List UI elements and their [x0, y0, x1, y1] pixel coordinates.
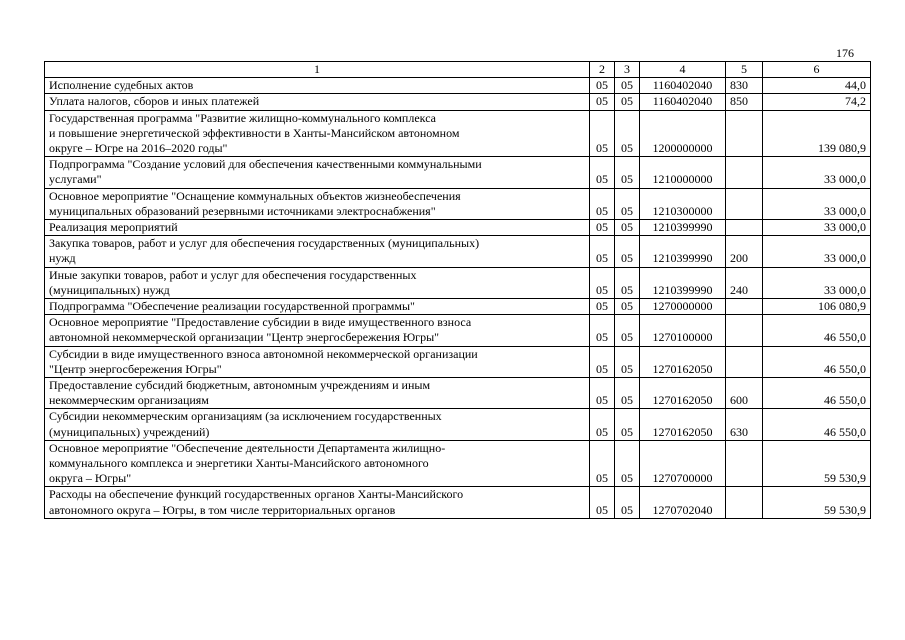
- row-subsection: 05: [615, 236, 640, 267]
- row-vr: [726, 487, 763, 518]
- row-vr: [726, 188, 763, 219]
- row-amount: 46 550,0: [763, 409, 871, 440]
- row-section: 05: [590, 78, 615, 94]
- row-amount: 33 000,0: [763, 220, 871, 236]
- row-code: 1210000000: [640, 157, 726, 188]
- row-vr: [726, 346, 763, 377]
- row-code: 1270702040: [640, 487, 726, 518]
- row-section: 05: [590, 346, 615, 377]
- row-section: 05: [590, 157, 615, 188]
- row-amount: 139 080,9: [763, 110, 871, 157]
- row-subsection: 05: [615, 110, 640, 157]
- row-name: Иные закупки товаров, работ и услуг для обеспечения государственных (муниципальных) нужд: [45, 267, 590, 298]
- table-row: [45, 487, 871, 518]
- row-subsection: 05: [615, 487, 640, 518]
- row-section: 05: [590, 315, 615, 346]
- table-row: [45, 409, 871, 440]
- row-subsection: 05: [615, 94, 640, 110]
- row-amount: 33 000,0: [763, 188, 871, 219]
- row-amount: 33 000,0: [763, 267, 871, 298]
- row-vr: [726, 157, 763, 188]
- row-name: Государственная программа "Развитие жилищно-коммунального комплекса и повышение энергетической эффективности в Ханты-Мансийском автономном округе – Югре на 2016–2020 годы": [45, 110, 590, 157]
- row-amount: 59 530,9: [763, 487, 871, 518]
- table-row: [45, 267, 871, 298]
- row-vr: [726, 220, 763, 236]
- row-name: Предоставление субсидий бюджетным, автономным учреждениям и иным некоммерческим организациям: [45, 378, 590, 409]
- row-subsection: 05: [615, 409, 640, 440]
- row-section: 05: [590, 378, 615, 409]
- header-name: 1: [45, 62, 590, 78]
- table-row: [45, 346, 871, 377]
- row-amount: 33 000,0: [763, 157, 871, 188]
- row-name: Закупка товаров, работ и услуг для обеспечения государственных (муниципальных) нужд: [45, 236, 590, 267]
- row-subsection: 05: [615, 157, 640, 188]
- row-code: 1270162050: [640, 378, 726, 409]
- row-name: Подпрограмма "Создание условий для обеспечения качественными коммунальными услугами": [45, 157, 590, 188]
- row-subsection: 05: [615, 346, 640, 377]
- table-row: [45, 315, 871, 346]
- row-vr: 600: [726, 378, 763, 409]
- row-code: 1210399990: [640, 220, 726, 236]
- row-code: 1270100000: [640, 315, 726, 346]
- row-amount: 33 000,0: [763, 236, 871, 267]
- row-code: 1210300000: [640, 188, 726, 219]
- row-section: 05: [590, 440, 615, 487]
- row-amount: 44,0: [763, 78, 871, 94]
- table-row: [45, 378, 871, 409]
- row-name: Субсидии в виде имущественного взноса автономной некоммерческой организации "Центр энергосбережения Югры": [45, 346, 590, 377]
- row-code: 1200000000: [640, 110, 726, 157]
- row-amount: 74,2: [763, 94, 871, 110]
- row-vr: [726, 110, 763, 157]
- row-section: 05: [590, 236, 615, 267]
- row-name: Субсидии некоммерческим организациям (за исключением государственных (муниципальных) учреждений): [45, 409, 590, 440]
- row-section: 05: [590, 409, 615, 440]
- header-subsection: 3: [615, 62, 640, 78]
- table-row: [45, 157, 871, 188]
- row-section: 05: [590, 487, 615, 518]
- row-amount: 46 550,0: [763, 315, 871, 346]
- table-row: [45, 110, 871, 157]
- table-row: [45, 440, 871, 487]
- budget-table: [44, 61, 871, 519]
- row-name: Исполнение судебных актов: [45, 78, 590, 94]
- row-subsection: 05: [615, 267, 640, 298]
- row-vr: [726, 315, 763, 346]
- row-amount: 59 530,9: [763, 440, 871, 487]
- row-code: 1160402040: [640, 94, 726, 110]
- row-amount: 106 080,9: [763, 299, 871, 315]
- table-row: [45, 236, 871, 267]
- row-name: Основное мероприятие "Обеспечение деятельности Департамента жилищно- коммунального комплекса и энергетики Ханты-Мансийского автономного округа – Югры": [45, 440, 590, 487]
- row-code: 1210399990: [640, 267, 726, 298]
- row-section: 05: [590, 299, 615, 315]
- table-row: [45, 78, 871, 94]
- row-vr: 630: [726, 409, 763, 440]
- row-vr: 200: [726, 236, 763, 267]
- row-subsection: 05: [615, 78, 640, 94]
- row-name: Основное мероприятие "Предоставление субсидии в виде имущественного взноса автономной некоммерческой организации "Центр энергосбережения Югры": [45, 315, 590, 346]
- row-section: 05: [590, 220, 615, 236]
- table-row: [45, 299, 871, 315]
- row-vr: 240: [726, 267, 763, 298]
- header-code: 4: [640, 62, 726, 78]
- row-subsection: 05: [615, 188, 640, 219]
- row-code: 1270162050: [640, 346, 726, 377]
- row-subsection: 05: [615, 299, 640, 315]
- row-name: Расходы на обеспечение функций государственных органов Ханты-Мансийского автономного округа – Югры, в том числе территориальных органов: [45, 487, 590, 518]
- row-name: Реализация мероприятий: [45, 220, 590, 236]
- row-section: 05: [590, 188, 615, 219]
- header-amount: 6: [763, 62, 871, 78]
- row-name: Подпрограмма "Обеспечение реализации государственной программы": [45, 299, 590, 315]
- row-code: 1270700000: [640, 440, 726, 487]
- table-row: [45, 220, 871, 236]
- table-header-row: [45, 62, 871, 78]
- row-vr: [726, 440, 763, 487]
- row-code: 1160402040: [640, 78, 726, 94]
- row-section: 05: [590, 94, 615, 110]
- row-section: 05: [590, 267, 615, 298]
- row-subsection: 05: [615, 315, 640, 346]
- header-section: 2: [590, 62, 615, 78]
- row-vr: [726, 299, 763, 315]
- row-code: 1270000000: [640, 299, 726, 315]
- row-vr: 850: [726, 94, 763, 110]
- table-row: [45, 94, 871, 110]
- row-subsection: 05: [615, 220, 640, 236]
- row-name: Уплата налогов, сборов и иных платежей: [45, 94, 590, 110]
- row-subsection: 05: [615, 378, 640, 409]
- row-name: Основное мероприятие "Оснащение коммунальных объектов жизнеобеспечения муниципальных образований резервными источниками электроснабжения": [45, 188, 590, 219]
- row-section: 05: [590, 110, 615, 157]
- header-vr: 5: [726, 62, 763, 78]
- row-amount: 46 550,0: [763, 378, 871, 409]
- page-number: 176: [836, 46, 854, 60]
- row-vr: 830: [726, 78, 763, 94]
- row-code: 1210399990: [640, 236, 726, 267]
- row-amount: 46 550,0: [763, 346, 871, 377]
- table-row: [45, 188, 871, 219]
- row-code: 1270162050: [640, 409, 726, 440]
- row-subsection: 05: [615, 440, 640, 487]
